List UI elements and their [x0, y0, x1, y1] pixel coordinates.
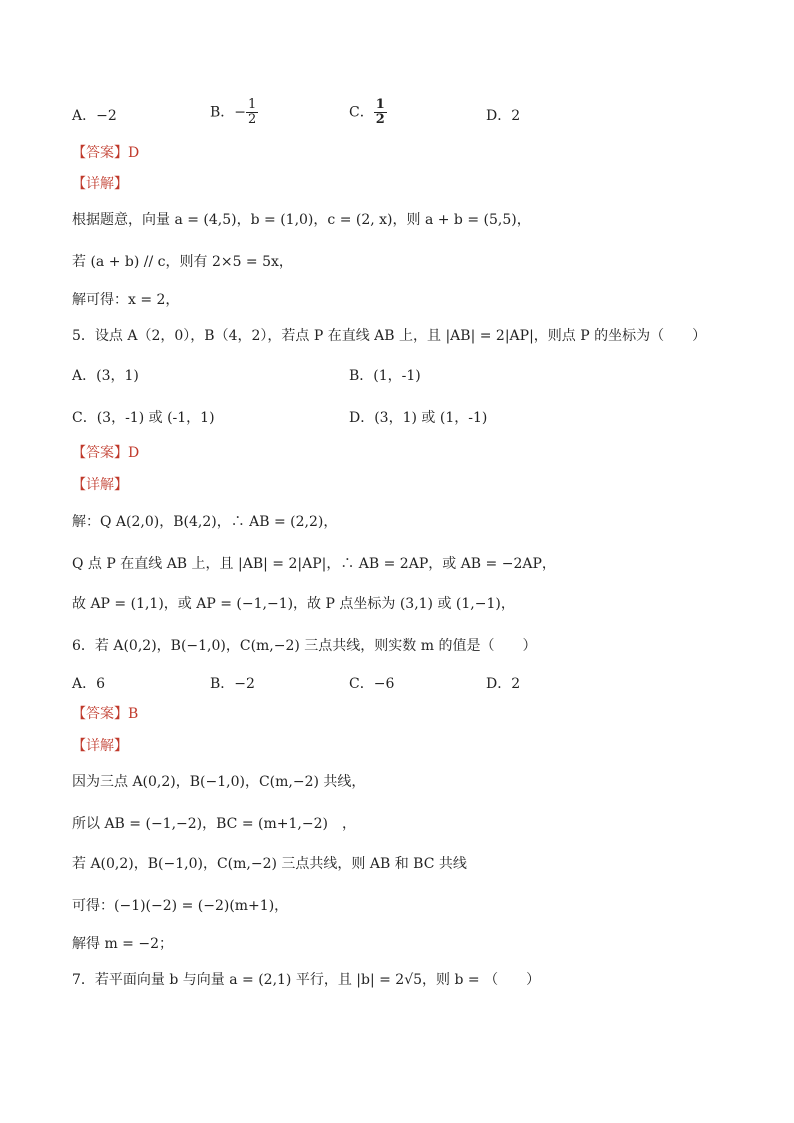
q4-answer: 【答案】D [72, 145, 140, 161]
q5-stem: 5．设点 A（2，0），B（4，2），若点 P 在直线 AB 上，且 |AB| = 2|AP|，则点 P 的坐标为（ ） [72, 328, 707, 344]
q5-option-c: C．(3，-1) 或 (-1，1) [72, 410, 215, 426]
q6-detail-line-4: 可得：(−1)(−2) = (−2)(m+1)， [72, 898, 289, 914]
q4-option-c-label: C． [349, 104, 374, 121]
q4-detail-heading: 【详解】 [72, 176, 128, 192]
q5-detail-line-3: 故 AP = (1,1)，或 AP = (−1,−1)，故 P 点坐标为 (3,1) 或 (1,−1)， [72, 596, 515, 612]
q5-detail-line-2: Q 点 P 在直线 AB 上，且 |AB| = 2|AP|，∴ AB = 2AP，或 AB = −2AP， [72, 556, 556, 572]
q6-detail-line-5: 解得 m = −2； [72, 936, 173, 952]
q6-detail-heading: 【详解】 [72, 738, 128, 754]
q4-option-c-fraction [374, 98, 387, 127]
q5-answer: 【答案】D [72, 445, 140, 461]
q6-detail-line-2: 所以 AB = (−1,−2)，BC = (m+1,−2) ， [72, 816, 356, 832]
q4-detail-line-1: 根据题意，向量 a = (4,5)，b = (1,0)，c = (2, x)，则 a + b = (5,5)， [72, 212, 531, 228]
q6-option-a: A．6 [72, 676, 106, 692]
q5-option-a: A．(3，1) [72, 368, 139, 384]
q6-option-c: C．−6 [349, 676, 395, 692]
q4-option-b-label: B．− [210, 104, 247, 121]
q5-detail-heading: 【详解】 [72, 477, 128, 493]
q4-option-a: A．−2 [72, 108, 117, 124]
q4-option-c [349, 98, 387, 127]
q5-detail-line-1: 解：Q A(2,0)，B(4,2)，∴ AB = (2,2)， [72, 514, 338, 530]
q7-stem: 7．若平面向量 b 与向量 a = (2,1) 平行，且 |b| = 2√5，则 b = （ ） [72, 972, 541, 988]
q5-option-b: B．(1，-1) [349, 368, 421, 384]
q4-option-b [210, 98, 258, 127]
q4-option-b-denominator: 2 [248, 112, 257, 127]
q4-detail-line-2: 若 (a + b) // c，则有 2×5 = 5x， [72, 254, 293, 270]
q4-detail-line-3: 解可得：x = 2， [72, 292, 180, 308]
q6-option-d: D．2 [486, 676, 521, 692]
q4-option-b-fraction [246, 98, 258, 127]
q6-stem: 6．若 A(0,2)，B(−1,0)，C(m,−2) 三点共线，则实数 m 的值是（ ） [72, 638, 537, 654]
q5-option-d: D．(3，1) 或 (1，-1) [349, 410, 488, 426]
q4-option-d: D．2 [486, 108, 521, 124]
q6-detail-line-1: 因为三点 A(0,2)，B(−1,0)，C(m,−2) 共线， [72, 774, 366, 790]
q4-option-b-numerator: 1 [248, 97, 257, 112]
q6-detail-line-3: 若 A(0,2)，B(−1,0)，C(m,−2) 三点共线，则 AB 和 BC 共线 [72, 856, 467, 872]
q6-option-b: B．−2 [210, 676, 255, 692]
q4-option-c-numerator: 1 [375, 97, 385, 112]
q4-option-c-denominator: 2 [375, 112, 385, 127]
q6-answer: 【答案】B [72, 706, 139, 722]
